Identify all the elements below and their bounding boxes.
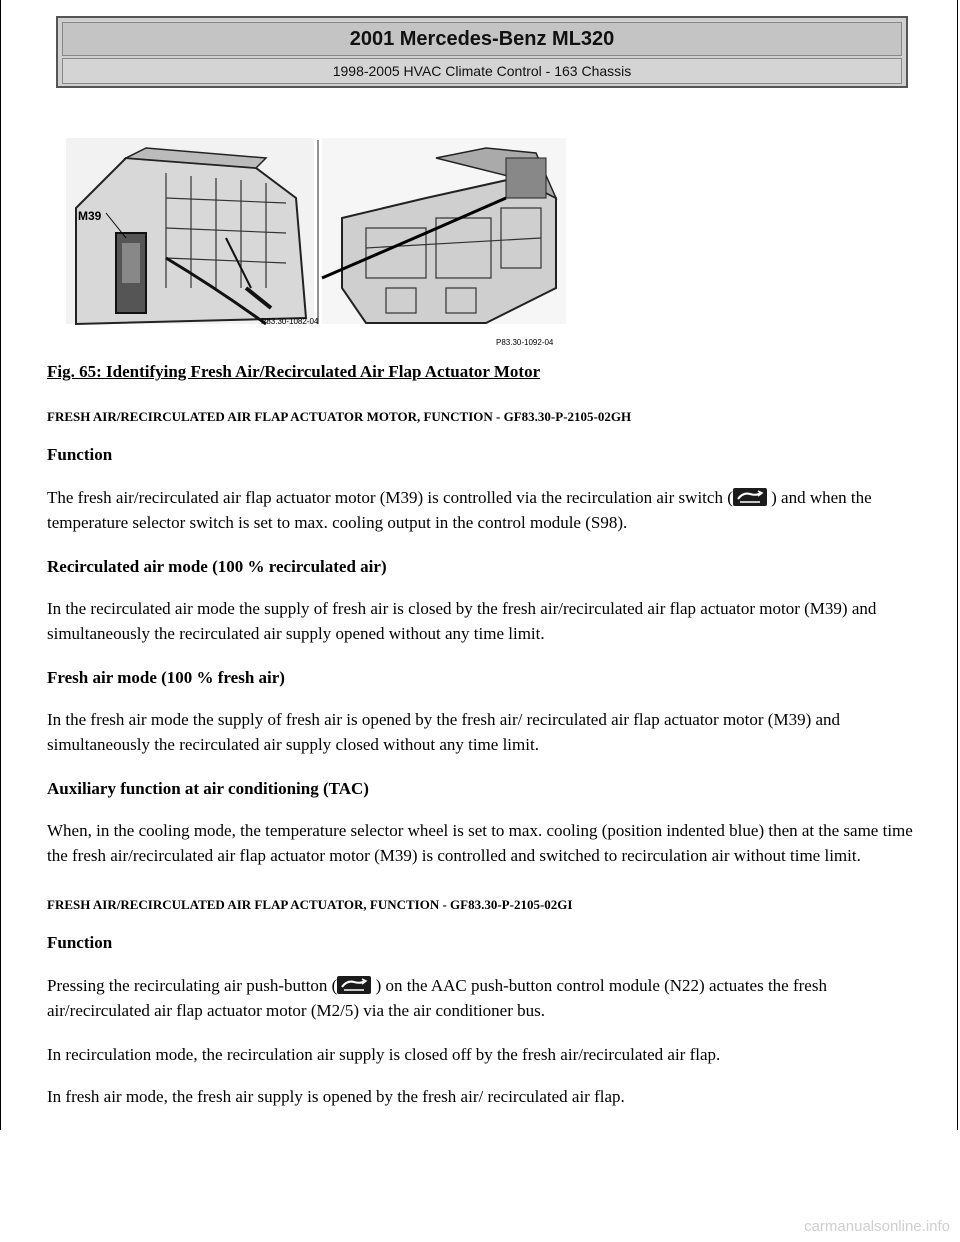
- recirculating-pushbutton-icon: [337, 976, 371, 994]
- section2-function-title: Function: [47, 933, 113, 952]
- section2-function-text-b: ) on the AAC push-button control module (N22) actuates the fresh air/recirculated air flap actuator motor (M2/5) via the air conditioner bus.: [47, 976, 827, 1020]
- header-title: 2001 Mercedes-Benz ML320: [62, 22, 902, 56]
- figure-label-m39: M39: [78, 209, 102, 223]
- header-subtitle: 1998-2005 HVAC Climate Control - 163 Chassis: [62, 58, 902, 84]
- section2-heading: FRESH AIR/RECIRCULATED AIR FLAP ACTUATOR, FUNCTION - GF83.30-P-2105-02GI: [47, 897, 573, 912]
- document-header: [56, 16, 908, 88]
- recirculation-button-icon: [733, 488, 767, 506]
- section1-fresh-text: In the fresh air mode the supply of fresh air is opened by the fresh air/ recirculated air flap actuator motor (M39) and simultaneously the recirculated air supply closed without any time limit.: [47, 710, 841, 754]
- section1-fresh-title: Fresh air mode (100 % fresh air): [47, 668, 285, 687]
- actuator-motor-figure: [66, 138, 566, 350]
- section1-function-text-b: ) and when the temperature selector switch is set to max. cooling output in the control module (S98).: [47, 488, 872, 532]
- section1-recirc-text: In the recirculated air mode the supply of fresh air is closed by the fresh air/recirculated air flap actuator motor (M39) and simultaneously the recirculated air supply opened without any time limit.: [47, 599, 877, 643]
- section2-function-text-a: Pressing the recirculating air push-button (: [47, 976, 338, 995]
- figure-code-left: P83.30-1082-04: [261, 317, 319, 326]
- section1-aux-text: When, in the cooling mode, the temperature selector wheel is set to max. cooling (position indented blue) then at the same time the fresh air/recirculated air flap actuator motor (M39) is controlled and switched to recirculation air without time limit.: [47, 821, 913, 865]
- footer-watermark: carmanualsonline.info: [804, 1218, 950, 1235]
- section1-function-text: [47, 485, 917, 535]
- figure-illustration: [66, 138, 566, 350]
- left-panel-illustration: [66, 138, 319, 326]
- section2-recirc-text: In recirculation mode, the recirculation air supply is closed off by the fresh air/recirculated air flap.: [47, 1045, 721, 1064]
- right-panel-illustration: [322, 138, 566, 347]
- figure-caption: Fig. 65: Identifying Fresh Air/Recirculated Air Flap Actuator Motor: [47, 362, 541, 381]
- section2-fresh-text: In fresh air mode, the fresh air supply is opened by the fresh air/ recirculated air flap.: [47, 1087, 625, 1106]
- section1-heading: FRESH AIR/RECIRCULATED AIR FLAP ACTUATOR MOTOR, FUNCTION - GF83.30-P-2105-02GH: [47, 409, 632, 424]
- section1-recirc-title: Recirculated air mode (100 % recirculated air): [47, 557, 387, 576]
- section2-function-text: [47, 973, 917, 1023]
- section1-aux-title: Auxiliary function at air conditioning (TAC): [47, 779, 369, 798]
- section1-function-text-a: The fresh air/recirculated air flap actuator motor (M39) is controlled via the recirculation air switch (: [47, 488, 733, 507]
- section1-function-title: Function: [47, 445, 113, 464]
- figure-code-right: P83.30-1092-04: [496, 338, 554, 347]
